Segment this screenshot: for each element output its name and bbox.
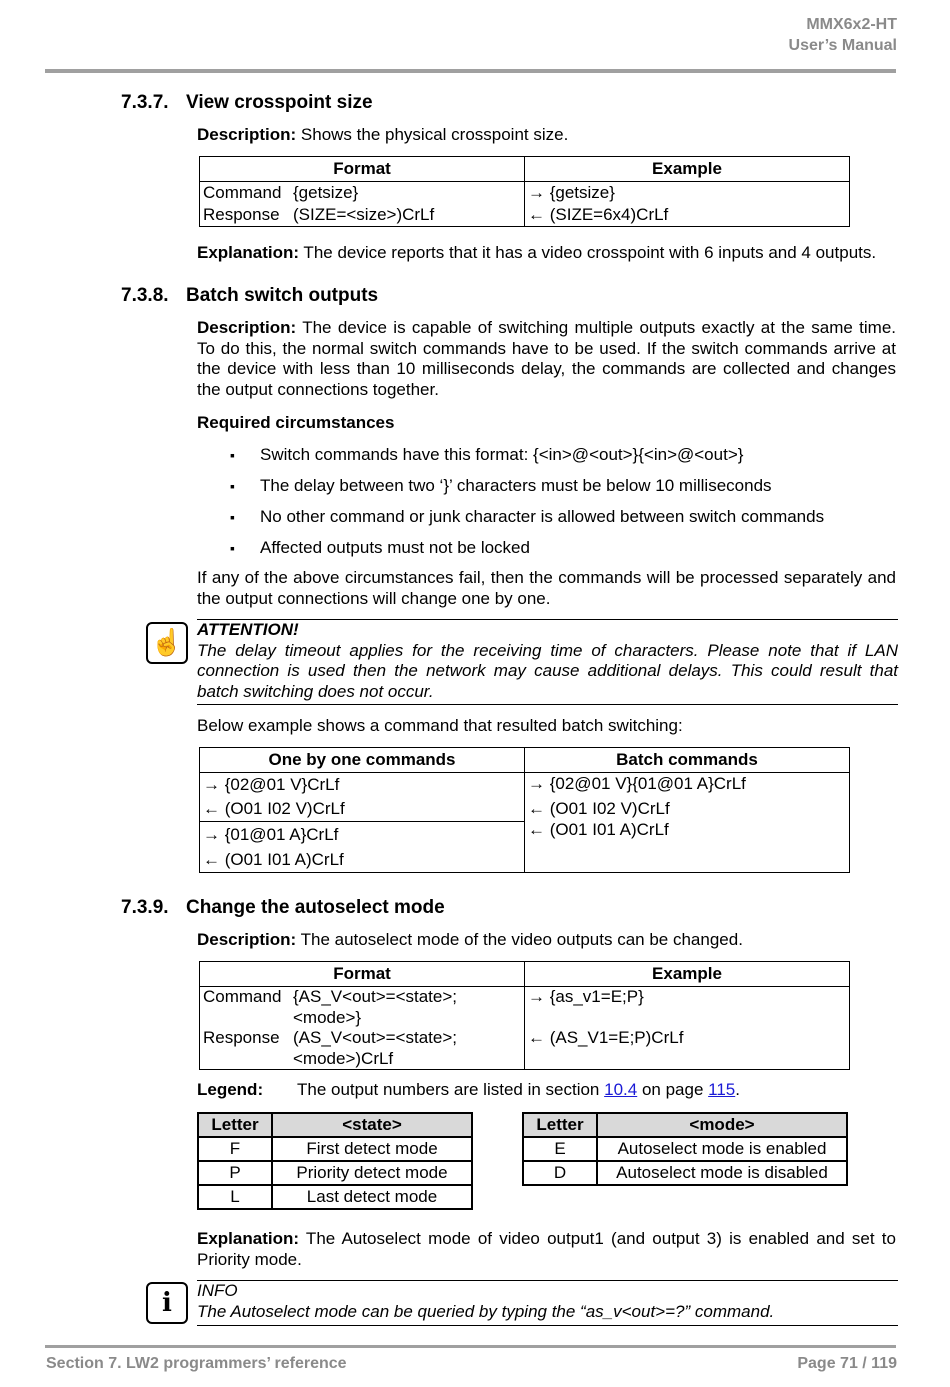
letter-header: Letter xyxy=(198,1113,272,1137)
example-command: → {getsize} xyxy=(528,183,615,202)
explanation-739 xyxy=(197,1229,896,1270)
batch-table xyxy=(199,747,850,873)
table-row xyxy=(198,1137,472,1161)
info-icon: i xyxy=(146,1282,188,1324)
legend-text: The output numbers are listed in section xyxy=(297,1080,605,1099)
description-label: Description: xyxy=(197,125,297,144)
format-cell xyxy=(200,987,525,1070)
example-header: Example xyxy=(525,962,850,987)
description-label: Description: xyxy=(197,930,297,949)
format-table-739 xyxy=(199,961,850,1070)
one-by-one-cell xyxy=(200,773,525,822)
response-key: Response xyxy=(203,205,280,224)
example-command: → {as_v1=E;P} xyxy=(528,987,644,1006)
state-header: <state> xyxy=(272,1113,472,1137)
section-number: 7.3.9. xyxy=(121,897,169,918)
batch-line: ← (O01 I02 V)CrLf xyxy=(528,799,670,818)
format-header: Format xyxy=(200,962,525,987)
one-by-one-line: → {01@01 A}CrLf xyxy=(203,825,339,844)
product-name: MMX6x2-HT xyxy=(806,16,897,33)
required-list xyxy=(230,445,824,569)
list-item: ▪ The delay between two ‘}’ characters must be below 10 milliseconds xyxy=(230,476,824,507)
description-text: The autoselect mode of the video outputs can be changed. xyxy=(296,930,743,949)
description-738 xyxy=(197,318,896,400)
description-text: Shows the physical crosspoint size. xyxy=(296,125,569,144)
explanation-label: Explanation: xyxy=(197,1229,300,1248)
description-label: Description: xyxy=(197,318,297,337)
response-key: Response xyxy=(203,1028,280,1047)
table-row xyxy=(523,1137,847,1161)
legend-text: on page xyxy=(637,1080,709,1099)
example-header: Example xyxy=(525,157,850,182)
example-cell xyxy=(525,987,850,1070)
page-header xyxy=(789,14,897,56)
list-item: ▪ Switch commands have this format: {<in>@<out>}{<in>@<out>} xyxy=(230,445,824,476)
mode-table xyxy=(522,1112,848,1186)
legend-text: . xyxy=(735,1080,740,1099)
command-key: Command xyxy=(203,183,282,202)
required-title-text: Required circumstances xyxy=(197,413,395,432)
attention-title: ATTENTION! xyxy=(197,620,299,639)
fail-paragraph: If any of the above circumstances fail, then the commands will be processed separately and the output connections will change one by one. xyxy=(197,568,896,608)
value-cell: Priority detect mode xyxy=(272,1161,472,1185)
letter-cell: P xyxy=(198,1161,272,1185)
command-value: <mode>} xyxy=(293,1007,362,1027)
example-response: ← (SIZE=6x4)CrLf xyxy=(528,205,669,224)
letter-header: Letter xyxy=(523,1113,597,1137)
table-row xyxy=(198,1185,472,1209)
batch-line: ← (O01 I01 A)CrLf xyxy=(528,820,669,839)
letter-cell: D xyxy=(523,1161,597,1185)
letter-cell: E xyxy=(523,1137,597,1161)
example-cell xyxy=(525,182,850,227)
section-number: 7.3.7. xyxy=(121,92,169,113)
section-heading-738 xyxy=(121,285,378,307)
hand-pointing-icon: ☝ xyxy=(146,622,188,664)
command-value: {getsize} xyxy=(293,183,359,202)
table-row xyxy=(523,1161,847,1185)
one-by-one-line: → {02@01 V}CrLf xyxy=(203,775,340,794)
one-by-one-header: One by one commands xyxy=(200,748,525,773)
response-value: <mode>)CrLf xyxy=(293,1048,394,1068)
legend-label: Legend: xyxy=(197,1080,264,1099)
description-text: The device is capable of switching multiple outputs exactly at the same time. To do this, the normal switch commands have to be used. If the switch commands arrive at the device with less than 10 milliseconds delay, the commands are collected and changes the output connections together. xyxy=(197,318,896,399)
value-cell: Autoselect mode is disabled xyxy=(597,1161,847,1185)
response-value: (AS_V<out>=<state>; xyxy=(293,1028,457,1047)
example-response: ← (AS_V1=E;P)CrLf xyxy=(528,1028,684,1047)
section-number: 7.3.8. xyxy=(121,285,169,306)
format-cell xyxy=(200,182,525,227)
command-value: {AS_V<out>=<state>; xyxy=(293,987,457,1006)
state-table xyxy=(197,1112,473,1210)
format-table-737 xyxy=(199,156,850,227)
response-value: (SIZE=<size>)CrLf xyxy=(293,205,435,224)
table-row xyxy=(198,1161,472,1185)
description-737 xyxy=(197,125,896,146)
section-link[interactable]: 10.4 xyxy=(604,1080,638,1099)
explanation-label: Explanation: xyxy=(197,243,300,262)
mode-header: <mode> xyxy=(597,1113,847,1137)
batch-cell xyxy=(525,773,850,873)
page-link[interactable]: 115 xyxy=(708,1080,736,1099)
one-by-one-line: ← (O01 I01 A)CrLf xyxy=(203,850,344,869)
info-text: The Autoselect mode can be queried by typing the “as_v<out>=?” command. xyxy=(197,1301,775,1321)
list-item: ▪ No other command or junk character is allowed between switch commands xyxy=(230,507,824,538)
explanation-text: The Autoselect mode of video output1 (and output 3) is enabled and set to Priority mode. xyxy=(197,1229,896,1269)
command-key: Command xyxy=(203,987,282,1006)
value-cell: Autoselect mode is enabled xyxy=(597,1137,847,1161)
header-rule xyxy=(45,69,896,73)
footer-rule xyxy=(45,1345,896,1348)
description-739 xyxy=(197,930,896,951)
footer-page-number: Page 71 / 119 xyxy=(797,1355,897,1372)
document-name: User’s Manual xyxy=(788,37,897,54)
value-cell: First detect mode xyxy=(272,1137,472,1161)
section-title: Change the autoselect mode xyxy=(186,897,445,918)
batch-header: Batch commands xyxy=(525,748,850,773)
explanation-737 xyxy=(197,243,902,264)
one-by-one-line: ← (O01 I02 V)CrLf xyxy=(203,799,345,818)
format-header: Format xyxy=(200,157,525,182)
explanation-text: The device reports that it has a video crosspoint with 6 inputs and 4 outputs. xyxy=(299,243,877,262)
footer-section: Section 7. LW2 programmers’ reference xyxy=(46,1355,347,1372)
batch-line: → {02@01 V}{01@01 A}CrLf xyxy=(528,774,746,793)
letter-cell: F xyxy=(198,1137,272,1161)
attention-text: The delay timeout applies for the receiving time of characters. Please note that if LAN connection is used then the network may cause additional delays. This could result that batch switching does not occur. xyxy=(197,640,898,701)
required-circumstances-title xyxy=(197,413,896,434)
info-box xyxy=(197,1280,898,1326)
letter-cell: L xyxy=(198,1185,272,1209)
list-item: ▪ Affected outputs must not be locked xyxy=(230,538,824,569)
section-heading-737 xyxy=(121,92,373,114)
one-by-one-cell xyxy=(200,822,525,873)
section-title: View crosspoint size xyxy=(186,92,373,113)
value-cell: Last detect mode xyxy=(272,1185,472,1209)
below-example-text: Below example shows a command that resulted batch switching: xyxy=(197,716,683,735)
info-title: INFO xyxy=(197,1281,238,1300)
section-heading-739 xyxy=(121,897,445,919)
legend-line xyxy=(197,1080,896,1101)
section-title: Batch switch outputs xyxy=(186,285,379,306)
attention-box xyxy=(197,619,898,705)
